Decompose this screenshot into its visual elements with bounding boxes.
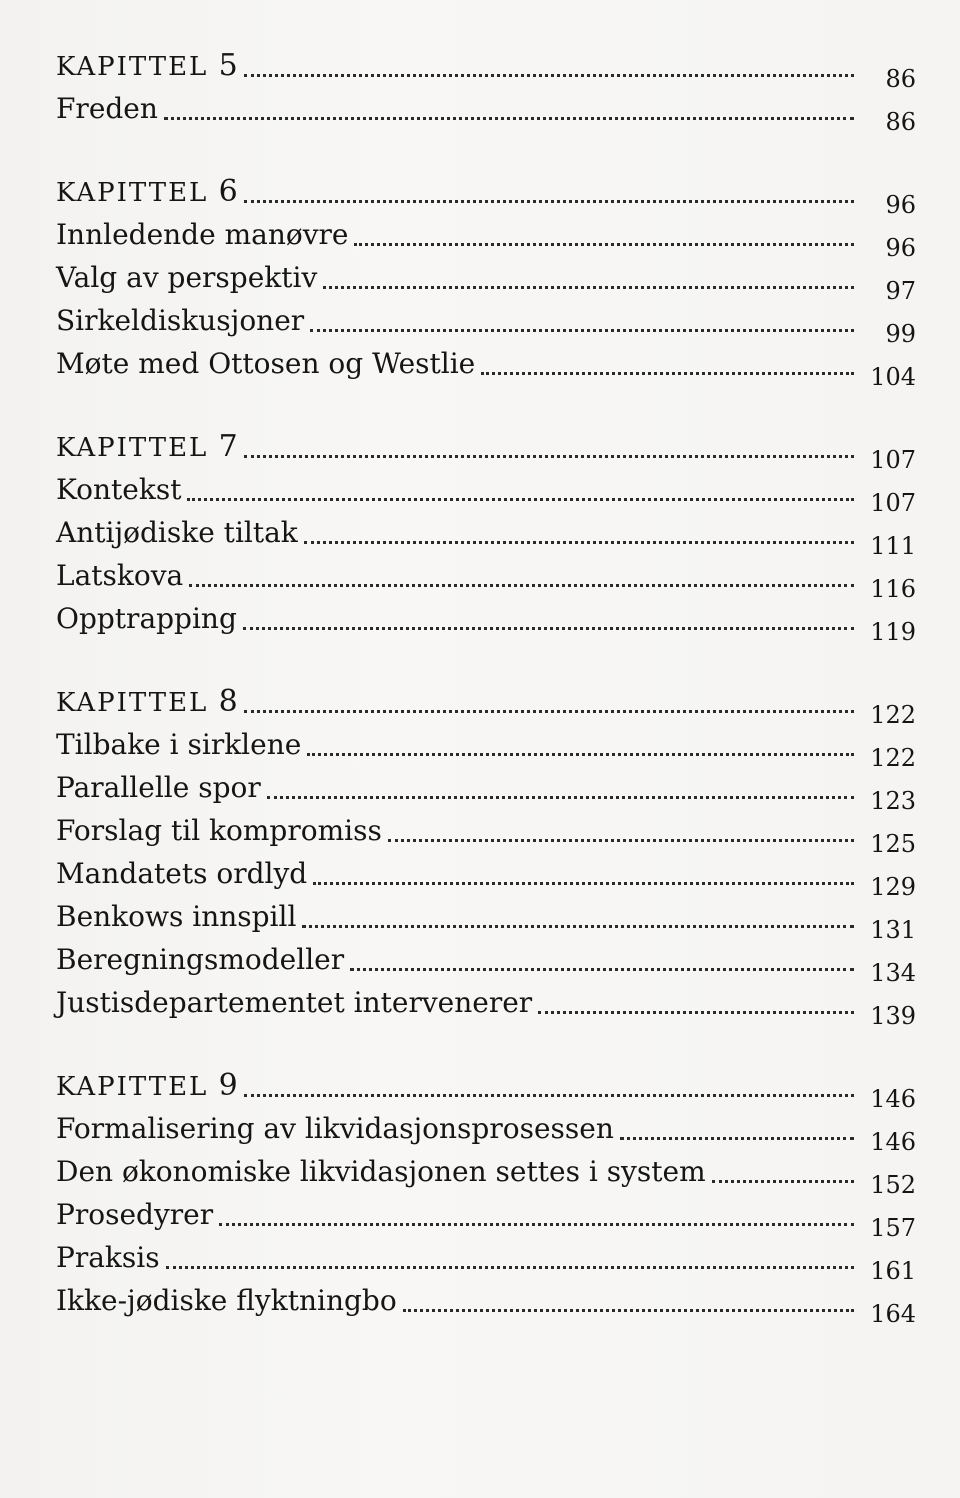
chapter-title <box>56 170 238 215</box>
dot-leader <box>302 925 854 928</box>
dot-leader <box>350 968 854 971</box>
page-number: 131 <box>870 916 916 944</box>
chapter-7-section <box>56 425 916 646</box>
entry-title: Benkows innspill <box>56 900 297 933</box>
dot-leader <box>538 1011 854 1014</box>
entry-title: Parallelle spor <box>56 771 261 804</box>
chapter-title <box>56 44 238 89</box>
toc-entry <box>56 597 916 646</box>
entry-title: Valg av perspektiv <box>56 261 318 294</box>
table-of-contents <box>56 44 916 1362</box>
toc-entry <box>56 1279 916 1328</box>
chapter-heading <box>56 680 916 729</box>
toc-entry <box>56 852 916 901</box>
page-number: 119 <box>870 618 916 646</box>
entry-title: Tilbake i sirklene <box>56 728 302 761</box>
page-number: 161 <box>870 1257 916 1285</box>
entry-title: Den økonomiske likvidasjonen settes i system <box>56 1155 706 1188</box>
page-number: 107 <box>870 446 916 474</box>
dot-leader <box>187 498 854 501</box>
page-number: 96 <box>885 234 916 262</box>
chapter-5-section <box>56 44 916 136</box>
dot-leader <box>354 243 854 246</box>
entry-title: Formalisering av likvidasjonsprosessen <box>56 1112 614 1145</box>
dot-leader <box>323 286 854 289</box>
dot-leader <box>243 627 854 630</box>
toc-entry <box>56 256 916 305</box>
toc-entry <box>56 299 916 348</box>
chapter-label: KAPITTEL <box>56 52 209 82</box>
toc-entry <box>56 895 916 944</box>
toc-entry <box>56 468 916 517</box>
dot-leader <box>712 1180 854 1183</box>
chapter-8-section <box>56 680 916 1030</box>
dot-leader <box>164 117 854 120</box>
entry-title: Innledende manøvre <box>56 218 349 251</box>
dot-leader <box>307 753 854 756</box>
page-number: 139 <box>870 1002 916 1030</box>
entry-title: Ikke-jødiske flyktningbo <box>56 1284 397 1317</box>
page-number: 99 <box>885 320 916 348</box>
dot-leader <box>219 1223 854 1226</box>
page-number: 129 <box>870 873 916 901</box>
page-number: 111 <box>870 532 916 560</box>
dot-leader <box>244 74 854 77</box>
toc-entry <box>56 938 916 987</box>
dot-leader <box>244 710 854 713</box>
entry-title: Justisdepartementet intervenerer <box>56 986 533 1019</box>
chapter-number: 6 <box>218 174 238 209</box>
dot-leader <box>244 200 854 203</box>
page-number: 96 <box>885 191 916 219</box>
chapter-title <box>56 680 238 725</box>
entry-title: Kontekst <box>56 473 182 506</box>
dot-leader <box>403 1309 854 1312</box>
page-number: 107 <box>870 489 916 517</box>
toc-entry <box>56 342 916 391</box>
page-number: 146 <box>870 1128 916 1156</box>
entry-title: Latskova <box>56 559 184 592</box>
page-number: 152 <box>870 1171 916 1199</box>
chapter-number: 9 <box>218 1068 238 1103</box>
dot-leader <box>244 455 854 458</box>
chapter-heading <box>56 1064 916 1113</box>
dot-leader <box>313 882 854 885</box>
toc-entry <box>56 1150 916 1199</box>
dot-leader <box>304 541 854 544</box>
entry-title: Mandatets ordlyd <box>56 857 308 890</box>
toc-entry <box>56 1236 916 1285</box>
chapter-title <box>56 1064 238 1109</box>
dot-leader <box>481 372 854 375</box>
toc-entry <box>56 213 916 262</box>
chapter-heading <box>56 170 916 219</box>
entry-title: Antijødiske tiltak <box>56 516 298 549</box>
dot-leader <box>310 329 854 332</box>
page-number: 164 <box>870 1300 916 1328</box>
page-number: 97 <box>885 277 916 305</box>
dot-leader <box>388 839 854 842</box>
chapter-label: KAPITTEL <box>56 1072 209 1102</box>
entry-title: Møte med Ottosen og Westlie <box>56 347 476 380</box>
page-number: 104 <box>870 363 916 391</box>
chapter-number: 7 <box>218 429 238 464</box>
dot-leader <box>166 1266 854 1269</box>
toc-entry <box>56 1193 916 1242</box>
toc-entry <box>56 1107 916 1156</box>
chapter-number: 5 <box>218 48 238 83</box>
page-number: 157 <box>870 1214 916 1242</box>
chapter-6-section <box>56 170 916 391</box>
page-number: 134 <box>870 959 916 987</box>
toc-entry <box>56 723 916 772</box>
page-number: 146 <box>870 1085 916 1113</box>
page-number: 86 <box>885 65 916 93</box>
toc-entry <box>56 809 916 858</box>
chapter-heading <box>56 44 916 93</box>
dot-leader <box>244 1094 854 1097</box>
toc-entry <box>56 766 916 815</box>
chapter-9-section <box>56 1064 916 1328</box>
page-number: 123 <box>870 787 916 815</box>
entry-title: Sirkeldiskusjoner <box>56 304 305 337</box>
entry-title: Opptrapping <box>56 602 237 635</box>
chapter-label: KAPITTEL <box>56 433 209 463</box>
chapter-label: KAPITTEL <box>56 688 209 718</box>
dot-leader <box>267 796 854 799</box>
toc-entry <box>56 981 916 1030</box>
entry-title: Prosedyrer <box>56 1198 214 1231</box>
dot-leader <box>620 1137 854 1140</box>
entry-title: Freden <box>56 92 158 125</box>
dot-leader <box>189 584 854 587</box>
page-number: 116 <box>870 575 916 603</box>
page-number: 86 <box>885 108 916 136</box>
page-number: 122 <box>870 701 916 729</box>
chapter-label: KAPITTEL <box>56 178 209 208</box>
toc-entry <box>56 554 916 603</box>
chapter-title <box>56 425 238 470</box>
chapter-number: 8 <box>218 684 238 719</box>
chapter-heading <box>56 425 916 474</box>
page-number: 125 <box>870 830 916 858</box>
toc-entry <box>56 87 916 136</box>
page-number: 122 <box>870 744 916 772</box>
entry-title: Forslag til kompromiss <box>56 814 382 847</box>
entry-title: Beregningsmodeller <box>56 943 345 976</box>
entry-title: Praksis <box>56 1241 160 1274</box>
toc-entry <box>56 511 916 560</box>
